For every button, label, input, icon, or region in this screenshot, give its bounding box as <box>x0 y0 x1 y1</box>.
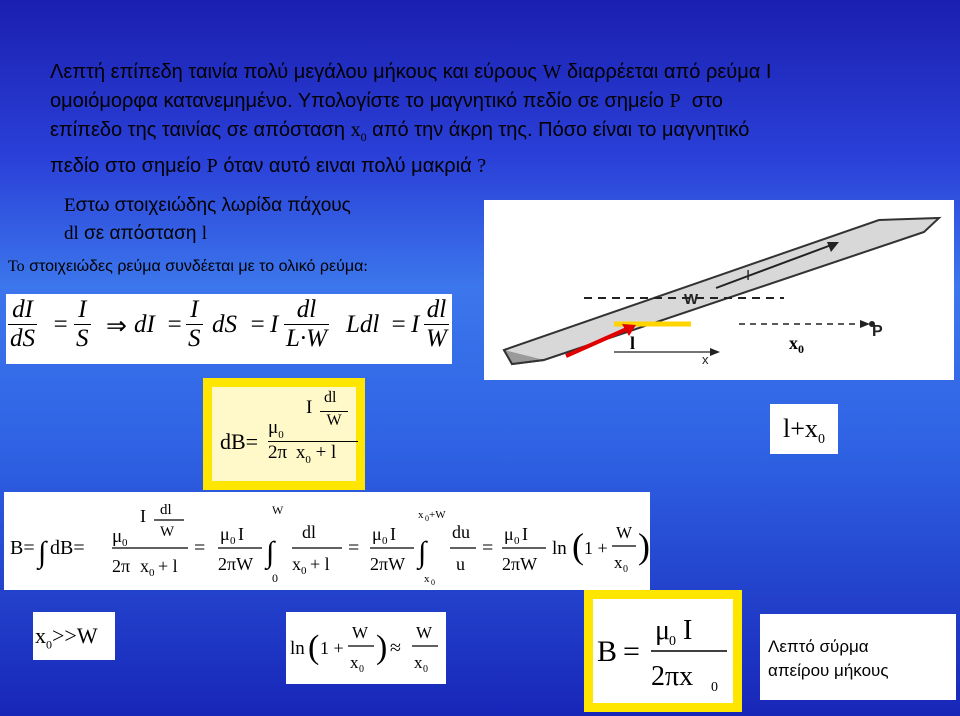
svg-text:≈: ≈ <box>390 637 401 659</box>
svg-text:x: x <box>292 554 301 574</box>
svg-text:∫: ∫ <box>418 536 427 569</box>
svg-text:): ) <box>638 526 650 566</box>
svg-text:0: 0 <box>272 571 278 585</box>
note-text: Λεπτό σύρμα απείρου μήκους <box>768 637 889 680</box>
integral-equation <box>4 492 650 590</box>
svg-text:W: W <box>352 623 369 642</box>
dB-fraction: $\mu_0$ I dl W 2π $x_0 + l$ <box>268 389 358 466</box>
svg-text:1 +: 1 + <box>320 638 344 658</box>
problem-line-4: πεδίο στο σημείο P όταν αυτό ειναι πολύ μακριά ? <box>50 155 487 177</box>
svg-text:dB=: dB= <box>50 537 85 559</box>
svg-text:0: 0 <box>711 680 718 695</box>
implies-arrow: ⇒ <box>106 313 127 340</box>
element-current-text: Το στοιχειώδες ρεύμα συνδέεται με το ολικό ρεύμα: <box>8 258 368 275</box>
svg-text:0: 0 <box>149 567 155 579</box>
svg-text:): ) <box>376 629 388 666</box>
label-l: l <box>630 333 636 353</box>
svg-text:x: x <box>350 653 359 672</box>
svg-text:=: = <box>348 537 360 559</box>
svg-text:I: I <box>238 524 244 544</box>
svg-text:ln: ln <box>552 538 567 559</box>
log-approximation-drawing <box>286 612 446 684</box>
svg-text:x: x <box>140 556 149 576</box>
svg-text:0: 0 <box>230 535 236 547</box>
svg-text:+ l: + l <box>158 556 178 576</box>
label-x: x <box>702 352 709 367</box>
svg-text:0: 0 <box>382 535 388 547</box>
svg-text:W: W <box>272 503 284 517</box>
l-plus-x0-box: $l+x_0$ <box>770 404 838 454</box>
svg-text:B=: B= <box>10 537 35 559</box>
log-approximation-box <box>286 612 446 684</box>
svg-text:dl: dl <box>302 522 317 542</box>
svg-text:u: u <box>456 554 465 574</box>
svg-text:I: I <box>390 524 396 544</box>
svg-text:0: 0 <box>301 565 307 577</box>
frac-I-S-2: $\frac{I}{S}$ <box>188 296 201 352</box>
svg-text:W: W <box>160 524 175 540</box>
svg-text:(: ( <box>572 526 584 566</box>
strip-description: Εστω στοιχειώδης λωρίδα πάχους dl σε απόσταση l <box>64 195 351 244</box>
problem-line-3: επίπεδο της ταινίας σε απόσταση $x_0$ από την άκρη της. Πόσο είναι το μαγνητικό <box>50 119 750 144</box>
svg-text:+ l: + l <box>310 554 330 574</box>
svg-text:(: ( <box>308 629 320 666</box>
svg-text:0: 0 <box>669 634 676 649</box>
problem-line-1: Λεπτή επίπεδη ταινία πολύ μεγάλου μήκους και εύρους W διαρρέεται από ρεύμα I <box>50 61 772 83</box>
svg-text:2πW: 2πW <box>218 554 254 574</box>
svg-text:B: B <box>597 635 618 668</box>
svg-text:0: 0 <box>423 664 428 675</box>
svg-text:du: du <box>452 522 470 542</box>
frac-dl-LW: $\frac{dl}{L\cdot W}$ <box>286 296 327 352</box>
frac-dI-dS: $\frac{dI}{dS}$ <box>10 296 35 352</box>
frac-I-S: $\frac{I}{S}$ <box>76 296 89 352</box>
svg-text:μ: μ <box>504 524 514 544</box>
problem-line-2: ομοιόμορφα κατανεμημένο. Υπολογίστε το μαγνητικό πεδίο σε σημείο P στο <box>50 90 723 112</box>
strip-drawing <box>484 200 954 380</box>
svg-text:x: x <box>418 509 424 521</box>
svg-text:0: 0 <box>514 535 520 547</box>
svg-text:W: W <box>416 623 433 642</box>
dB-formula-box: dB= $\mu_0$ I dl W 2π $x_0 + l$ <box>203 378 365 490</box>
svg-text:0: 0 <box>122 537 128 549</box>
svg-text:I: I <box>522 524 528 544</box>
svg-text:μ: μ <box>112 526 123 547</box>
final-result-box <box>584 590 742 712</box>
label-I: I <box>746 267 751 284</box>
svg-text:W: W <box>616 523 633 542</box>
frac-dl-W: $\frac{dl}{W}$ <box>426 296 447 352</box>
integral-drawing <box>4 492 650 590</box>
svg-text:μ: μ <box>220 524 230 544</box>
svg-text:2πW: 2πW <box>370 554 406 574</box>
final-result-drawing <box>593 599 733 703</box>
svg-text:x: x <box>424 573 430 585</box>
svg-text:=: = <box>482 537 494 559</box>
svg-text:0: 0 <box>623 564 628 575</box>
current-element-equation: $\frac{dI}{dS}$ = $\frac{I}{S}$ ⇒ dI = $\frac{I}{S}$ dS = I $\frac{dl}{L\cdot W}$ Ldl = I $\frac{dl}{W}$ <box>6 294 452 364</box>
label-W: W <box>684 291 699 308</box>
svg-text:∫: ∫ <box>38 536 47 569</box>
svg-text:2πW: 2πW <box>502 554 538 574</box>
condition-box: $x_0>>W$ <box>33 612 115 660</box>
svg-text:2πx: 2πx <box>651 661 694 692</box>
svg-text:dl: dl <box>160 502 172 518</box>
svg-text:0: 0 <box>431 578 435 587</box>
svg-text:μ: μ <box>655 615 671 646</box>
problem-statement <box>50 58 910 181</box>
svg-text:x: x <box>614 553 623 572</box>
svg-text:=: = <box>623 635 640 668</box>
svg-text:=: = <box>194 537 206 559</box>
svg-text:I: I <box>683 615 693 646</box>
svg-text:∫: ∫ <box>266 536 275 569</box>
svg-text:1 +: 1 + <box>584 538 608 558</box>
svg-text:I: I <box>140 506 146 526</box>
svg-text:2π: 2π <box>112 556 131 576</box>
strip-diagram <box>484 200 954 380</box>
label-x0: $x_0$ <box>789 333 804 356</box>
svg-text:ln: ln <box>290 638 305 659</box>
svg-text:0: 0 <box>425 514 429 523</box>
svg-text:x: x <box>414 653 423 672</box>
svg-text:+W: +W <box>429 509 446 521</box>
label-P: P <box>872 323 883 340</box>
svg-text:μ: μ <box>372 524 382 544</box>
svg-text:0: 0 <box>359 664 364 675</box>
